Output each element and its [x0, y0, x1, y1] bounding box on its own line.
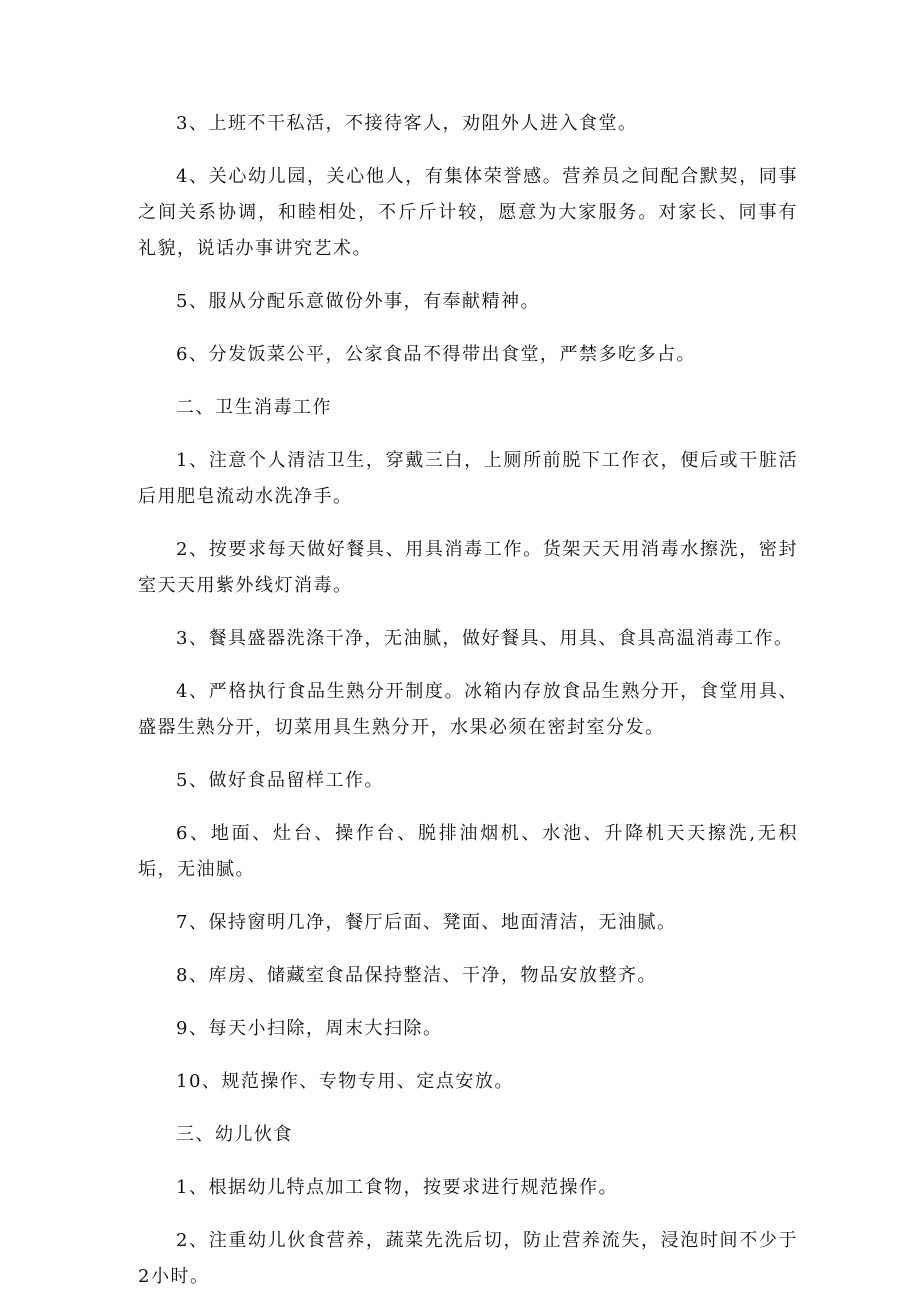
document-body — [138, 106, 798, 1312]
paragraph-4-care-for-kindergarten: 4、关心幼儿园，关心他人，有集体荣誉感。营养员之间配合默契，同事之间关系协调，和睦相处，不斤斤计较，愿意为大家服务。对家长、同事有礼貌，说话办事讲究艺术。 — [138, 166, 798, 259]
paragraph-hygiene-2: 2、按要求每天做好餐具、用具消毒工作。货架天天用消毒水擦洗，密封室天天用紫外线灯消毒。 — [138, 539, 798, 596]
paragraph-3-no-private-work: 3、上班不干私活，不接待客人，劝阻外人进入食堂。 — [176, 113, 638, 134]
section-heading-hygiene: 二、卫生消毒工作 — [176, 397, 332, 418]
paragraph-hygiene-8: 8、库房、储藏室食品保持整洁、干净，物品安放整齐。 — [176, 965, 657, 986]
paragraph-meals-1: 1、根据幼儿特点加工食物，按要求进行规范操作。 — [176, 1177, 618, 1198]
paragraph-meals-2: 2、注重幼儿伙食营养，蔬菜先洗后切，防止营养流失，浸泡时间不少于2小时。 — [138, 1230, 798, 1287]
paragraph-hygiene-5: 5、做好食品留样工作。 — [176, 770, 384, 791]
paragraph-hygiene-6: 6、地面、灶台、操作台、脱排油烟机、水池、升降机天天擦洗,无积垢，无油腻。 — [138, 823, 798, 880]
paragraph-hygiene-7: 7、保持窗明几净，餐厅后面、凳面、地面清洁，无油腻。 — [176, 912, 677, 933]
paragraph-hygiene-9: 9、每天小扫除，周末大扫除。 — [176, 1018, 443, 1039]
paragraph-hygiene-3: 3、餐具盛器洗涤干净，无油腻，做好餐具、用具、食具高温消毒工作。 — [176, 628, 794, 649]
section-heading-meals: 三、幼儿伙食 — [176, 1124, 293, 1145]
paragraph-6-fair-distribution: 6、分发饭菜公平，公家食品不得带出食堂，严禁多吃多占。 — [176, 344, 696, 365]
paragraph-hygiene-4: 4、严格执行食品生熟分开制度。冰箱内存放食品生熟分开，食堂用具、盛器生熟分开，切菜用具生熟分开，水果必须在密封室分发。 — [138, 681, 798, 738]
paragraph-hygiene-1: 1、注意个人清洁卫生，穿戴三白，上厕所前脱下工作衣，便后或干脏活后用肥皂流动水洗净手。 — [138, 450, 798, 507]
paragraph-hygiene-10: 10、规范操作、专物专用、定点安放。 — [176, 1071, 514, 1092]
paragraph-5-obey-assignments: 5、服从分配乐意做份外事，有奉献精神。 — [176, 291, 540, 312]
